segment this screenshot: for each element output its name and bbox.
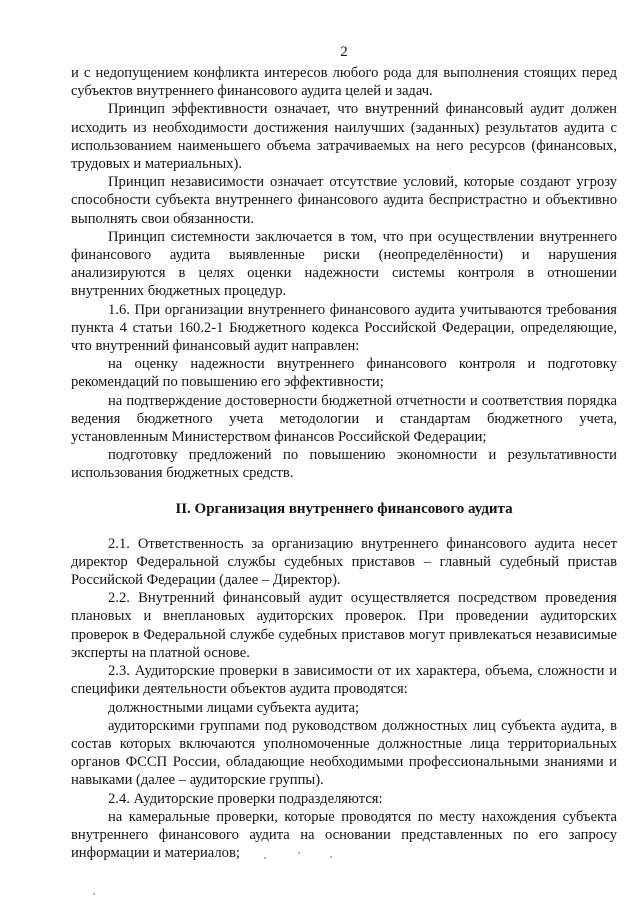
list-item-audit-groups: аудиторскими группами под руководством должностных лиц субъекта аудита, в состав которых включаются уполномоченные должностные лица территориальных органов ФССП России, обладающие необходимыми профессиональными знаниями и навыками (далее – аудиторские группы). [71, 717, 617, 789]
paragraph-2-4: 2.4. Аудиторские проверки подразделяются: [108, 790, 383, 807]
page-number: 2 [340, 44, 348, 60]
list-item-reliability: на оценку надежности внутреннего финансового контроля и подготовку рекомендаций по повышению его эффективности; [71, 356, 617, 391]
list-item-desk-audits: на камеральные проверки, которые проводятся по месту нахождения субъекта внутреннего финансового аудита на основании представленных по его запросу информации и материалов; [71, 808, 617, 862]
list-item-officials: должностными лицами субъекта аудита; [108, 699, 360, 716]
scan-speck [93, 893, 95, 895]
document-body [71, 64, 617, 862]
paragraph-efficiency-principle: Принцип эффективности означает, что внутренний финансовый аудит должен исходить из необходимости достижения наилучших (заданных) результатов аудита с использованием наименьшего объема затрачиваемых на него ресурсов (финансовых, трудовых и материальных). [71, 101, 617, 173]
section-heading: II. Организация внутреннего финансового аудита [175, 500, 513, 517]
paragraph-continuation: и с недопущением конфликта интересов любого рода для выполнения стоящих перед субъектов внутреннего финансового аудита целей и задач. [71, 65, 617, 100]
list-item-proposals: подготовку предложений по повышению экономности и результативности использования бюджетных средств. [71, 447, 617, 482]
paragraph-systematic-principle: Принцип системности заключается в том, что при осуществлении внутреннего финансового аудита выявленные риски (неопределённости) и нарушения анализируются в целях оценки надежности системы контроля в отношении внутренних бюджетных процедур. [71, 228, 617, 300]
paragraph-2-2: 2.2. Внутренний финансовый аудит осуществляется посредством проведения плановых и внеплановых аудиторских проверок. При проведении аудиторских проверок в Федеральной службе судебных приставов могут привлекаться независимые эксперты на платной основе. [71, 590, 617, 661]
scan-speck [264, 857, 266, 859]
paragraph-2-1: 2.1. Ответственность за организацию внутреннего финансового аудита несет директор Федеральной службы судебных приставов – главный судебный пристав Российской Федерации (далее – Директор). [71, 535, 617, 589]
paragraph-1-6: 1.6. При организации внутреннего финансового аудита учитываются требования пункта 4 статьи 160.2-1 Бюджетного кодекса Российской Федерации, определяющие, что внутренний финансовый аудит направлен: [71, 301, 617, 355]
paragraph-2-3: 2.3. Аудиторские проверки в зависимости от их характера, объема, сложности и специфики деятельности объектов аудита проводятся: [71, 663, 617, 698]
scan-speck [298, 852, 300, 854]
spacer [71, 518, 617, 535]
paragraph-independence-principle: Принцип независимости означает отсутствие условий, которые создают угрозу способности субъекта внутреннего финансового аудита беспристрастно и объективно выполнять свои обязанности. [71, 174, 617, 227]
list-item-reporting: на подтверждение достоверности бюджетной отчетности и соответствия порядка ведения бюджетного учета методологии и стандартам бюджетного учета, установленным Министерством финансов Российской Федерации; [71, 392, 617, 446]
scan-speck [330, 856, 332, 858]
spacer [71, 483, 617, 500]
